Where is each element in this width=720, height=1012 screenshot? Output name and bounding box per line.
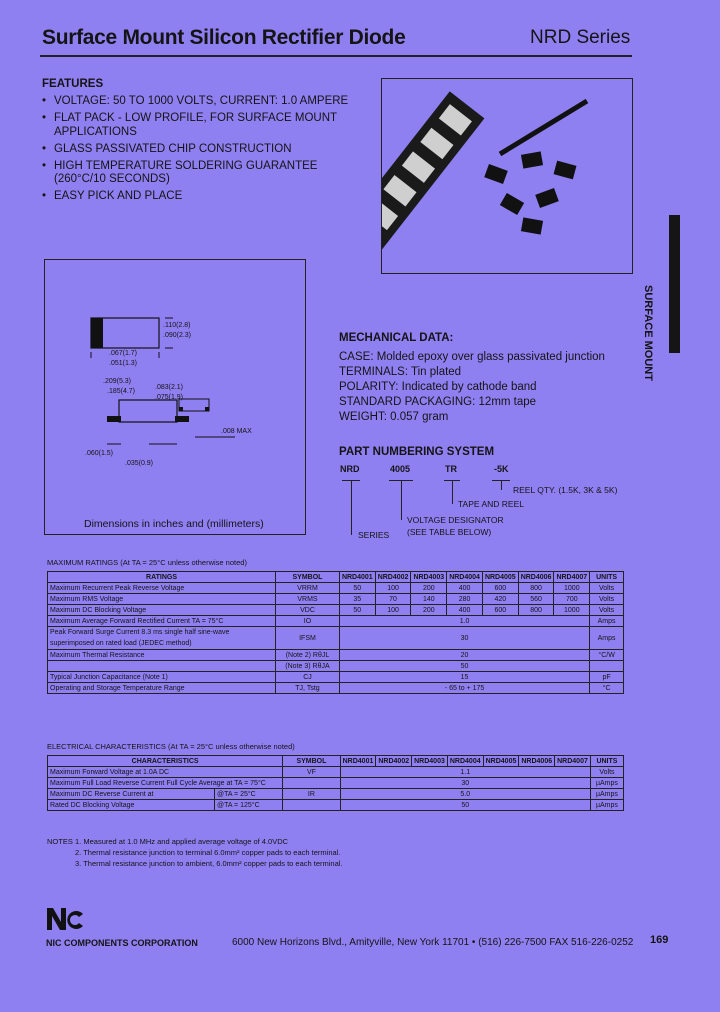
feature-item: • GLASS PASSIVATED CHIP CONSTRUCTION: [42, 143, 372, 157]
company-address: 6000 New Horizons Blvd., Amityville, New York 11701 • (516) 226-7500 FAX 516-226-0252: [232, 937, 634, 948]
note-item: 2. Thermal resistance junction to terminal 6.0mm² copper pads to each terminal.: [75, 848, 341, 857]
part-numbering-heading: PART NUMBERING SYSTEM: [339, 446, 495, 458]
table-row: Operating and Storage Temperature Range TJ, Tstg - 65 to + 175 °C: [48, 683, 624, 694]
dim-label: .110(2.8): [163, 322, 191, 329]
pn-see-table: (SEE TABLE BELOW): [407, 527, 492, 537]
product-photo: [381, 78, 633, 274]
pn-reel-label: REEL QTY. (1.5K, 3K & 5K): [513, 485, 618, 495]
company-logo: [45, 904, 87, 932]
max-ratings-heading: MAXIMUM RATINGS (At TA = 25°C unless otherwise noted): [47, 558, 247, 567]
dim-label: .083(2.1): [155, 384, 184, 391]
series-name: NRD Series: [530, 27, 631, 48]
pn-voltage: 4005: [390, 464, 411, 474]
pn-stem: [351, 480, 352, 535]
note-item: NOTES 1. Measured at 1.0 MHz and applied average voltage of 4.0VDC: [47, 837, 289, 846]
table-row: Maximum RMS Voltage VRMS 35 70 140 280 420 560 700 Volts: [48, 594, 624, 605]
dim-label: .051(1.3): [109, 360, 138, 367]
mech-line: CASE: Molded epoxy over glass passivated junction: [339, 351, 605, 363]
logo-icon: [45, 904, 87, 932]
company-name: NIC COMPONENTS CORPORATION: [46, 938, 198, 948]
page-title: Surface Mount Silicon Rectifier Diode: [42, 26, 406, 49]
elec-chars-heading: ELECTRICAL CHARACTERISTICS (At TA = 25°C unless otherwise noted): [47, 742, 295, 751]
page-number: 169: [650, 934, 669, 946]
table-row: Maximum Forward Voltage at 1.0A DC VF 1.1 Volts: [48, 767, 624, 778]
table-header-row: RATINGS SYMBOL NRD4001 NRD4002 NRD4003 NRD4004 NRD4005 NRD4006 NRD4007 UNITS: [48, 572, 624, 583]
pn-tape: TR: [445, 464, 457, 474]
table-row: Maximum DC Blocking Voltage VDC 50 100 200 400 600 800 1000 Volts: [48, 605, 624, 616]
table-row: Maximum Recurrent Peak Reverse Voltage VRRM 50 100 200 400 600 800 1000 Volts: [48, 583, 624, 594]
mechanical-heading: MECHANICAL DATA:: [339, 332, 454, 344]
table-row: (Note 3) RθJA 50: [48, 661, 624, 672]
features-heading: FEATURES: [42, 78, 104, 90]
pn-voltage-label: VOLTAGE DESIGNATOR: [407, 515, 504, 525]
mechanical-data: [339, 350, 605, 425]
pn-series: NRD: [340, 464, 360, 474]
dim-label: .008 MAX: [221, 428, 252, 435]
dim-label: .185(4.7): [107, 388, 136, 395]
mech-line: TERMINALS: Tin plated: [339, 366, 462, 378]
feature-item: • FLAT PACK - LOW PROFILE, FOR SURFACE MOUNT APPLICATIONS: [42, 112, 372, 139]
table-row: Maximum Full Load Reverse Current Full Cycle Average at TA = 75°C 30 µAmps: [48, 778, 624, 789]
side-tab-bar: [669, 215, 680, 353]
notes: [47, 836, 343, 869]
note-item: 3. Thermal resistance junction to ambient, 6.0mm² copper pads to each terminal.: [75, 859, 343, 868]
features-list: [42, 95, 372, 207]
max-ratings-table: [47, 571, 624, 694]
pn-stem: [452, 480, 453, 504]
table-row: Typical Junction Capacitance (Note 1) CJ 15 pF: [48, 672, 624, 683]
pn-series-label: SERIES: [358, 530, 390, 540]
header-rule: [40, 55, 632, 57]
table-row: Peak Forward Surge Current 8.3 ms single half sine-wave superimposed on rated load (JEDEC method) IFSM 30 Amps: [48, 627, 624, 650]
photo-drawing: [382, 79, 632, 273]
table-row: Maximum Thermal Resistance (Note 2) RθJL 20 °C/W: [48, 650, 624, 661]
feature-item: • HIGH TEMPERATURE SOLDERING GUARANTEE (260°C/10 SECONDS): [42, 160, 372, 187]
table-row: Maximum Average Forward Rectified Current TA = 75°C IO 1.0 Amps: [48, 616, 624, 627]
mech-line: WEIGHT: 0.057 gram: [339, 411, 449, 423]
dim-label: .075(1.9): [155, 394, 184, 401]
feature-item: • EASY PICK AND PLACE: [42, 190, 372, 204]
table-row: Rated DC Blocking Voltage @TA = 125°C 50 µAmps: [48, 800, 624, 811]
feature-item: • VOLTAGE: 50 TO 1000 VOLTS, CURRENT: 1.0 AMPERE: [42, 95, 372, 109]
dimensions-caption: Dimensions in inches and (millimeters): [84, 518, 264, 530]
mech-line: POLARITY: Indicated by cathode band: [339, 381, 537, 393]
elec-chars-table: [47, 755, 624, 811]
dim-label: .060(1.5): [85, 450, 114, 457]
dim-label: .035(0.9): [125, 460, 154, 467]
pn-stem: [401, 480, 402, 520]
pn-stem: [501, 480, 502, 490]
pn-reel: -5K: [494, 464, 509, 474]
pn-tape-label: TAPE AND REEL: [458, 499, 524, 509]
dimension-drawing: [44, 259, 306, 535]
dim-label: .209(5.3): [103, 378, 132, 385]
table-header-row: CHARACTERISTICS SYMBOL NRD4001 NRD4002 NRD4003 NRD4004 NRD4005 NRD4006 NRD4007 UNITS: [48, 756, 624, 767]
dim-label: .067(1.7): [109, 350, 138, 357]
dim-label: .090(2.3): [163, 332, 192, 339]
table-row: Maximum DC Reverse Current at @TA = 25°C IR 5.0 µAmps: [48, 789, 624, 800]
mech-line: STANDARD PACKAGING: 12mm tape: [339, 396, 537, 408]
